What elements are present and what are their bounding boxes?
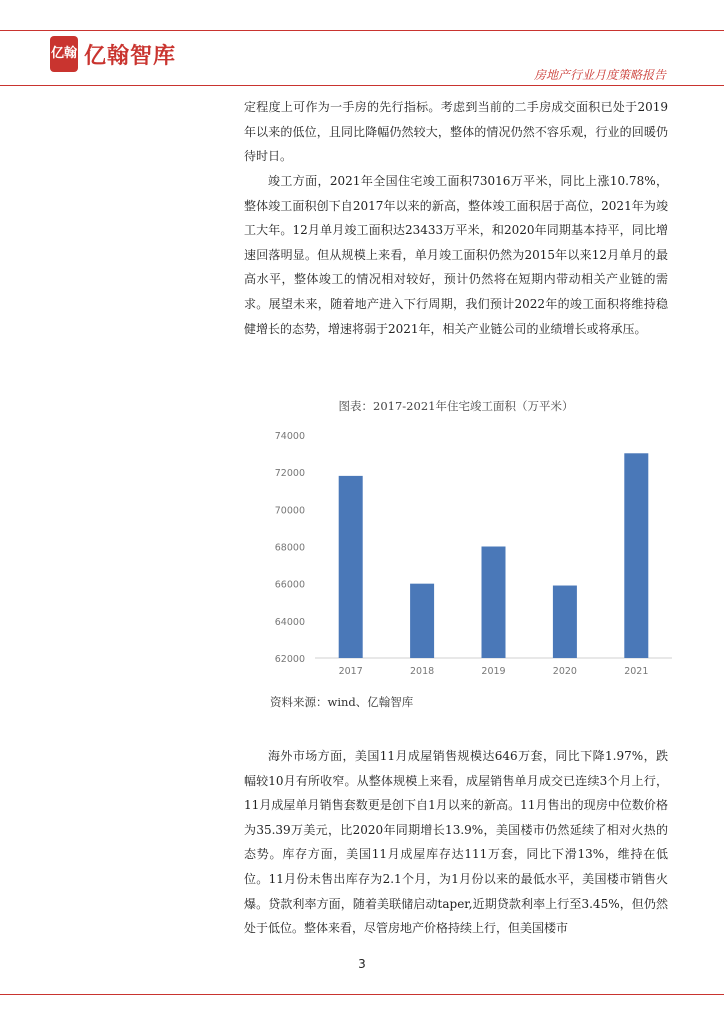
paragraph-secondhand: 定程度上可作为一手房的先行指标。考虑到当前的二手房成交面积已处于2019年以来的低位，且同比降幅仍然较大，整体的情况仍然不容乐观，行业的回暖仍待时日。 xyxy=(244,100,668,164)
y-tick-label: 74000 xyxy=(274,431,305,442)
bar-2021 xyxy=(624,453,648,658)
x-tick-label: 2017 xyxy=(338,666,363,677)
y-tick-label: 70000 xyxy=(274,505,305,517)
header-top-line xyxy=(0,30,724,31)
y-tick-label: 72000 xyxy=(274,468,305,480)
y-tick-label: 66000 xyxy=(274,579,305,591)
footer-line xyxy=(0,994,724,995)
logo-text: 亿翰智库 xyxy=(84,43,177,69)
chart-title: 图表：2017-2021年住宅竣工面积（万平米） xyxy=(338,399,574,413)
report-title: 房地产行业月度策略报告 xyxy=(533,68,666,82)
bar-2020 xyxy=(553,586,577,658)
y-tick-label: 62000 xyxy=(274,654,305,665)
logo xyxy=(50,36,176,72)
x-tick-label: 2018 xyxy=(410,666,435,677)
y-tick-label: 64000 xyxy=(274,616,305,628)
chart-source: 资料来源：wind、亿翰智库 xyxy=(270,695,414,709)
y-tick-label: 68000 xyxy=(274,542,305,554)
bar-2019 xyxy=(482,547,506,659)
x-tick-label: 2021 xyxy=(624,666,649,677)
paragraph-overseas: 海外市场方面，美国11月成屋销售规模达646万套，同比下降1.97%，跌幅较10月有所收窄。从整体规模上来看，成屋销售单月成交已连续3个月上行，11月成屋单月销售套数更是创下自1月以来的新高。11月售出的现房中位数价格为35.39万美元，比2020年同期增长13.9%，美国楼市仍然延续了相对火热的态势。库存方面，美国11月成屋库存达111万套，同比下滑13%，维持在低位。11月份未售出库存为2.1个月，为1月份以来的最低水平，美国楼市销售火爆。贷款利率方面，随着美联储启动taper,近期贷款利率上行至3.45%，但仍然处于低位。整体来看，尽管房地产价格持续上行，但美国楼市 xyxy=(244,749,668,936)
x-tick-label: 2020 xyxy=(552,666,577,677)
bar-2017 xyxy=(339,476,363,658)
x-tick-label: 2019 xyxy=(481,666,506,677)
paragraph-completion: 竣工方面，2021年全国住宅竣工面积73016万平米，同比上涨10.78%，整体竣工面积创下自2017年以来的新高，整体竣工面积居于高位，2021年为竣工大年。12月单月竣工面积达23433万平米，和2020年同期基本持平，同比增速回落明显。但从规模上来看，单月竣工面积仍然为2015年以来12月单月的最高水平，整体竣工的情况相对较好，预计仍然将在短期内带动相关产业链的需求。展望未来，随着地产进入下行周期，我们预计2022年的竣工面积将维持稳健增长的态势，增速将弱于2021年，相关产业链公司的业绩增长或将承压。 xyxy=(244,174,668,336)
logo-mark-icon: 亿翰 xyxy=(50,36,78,72)
header-bottom-line xyxy=(0,85,724,86)
bar-2018 xyxy=(410,584,434,658)
completion-area-chart xyxy=(260,420,680,690)
page-number: 3 xyxy=(358,957,366,971)
